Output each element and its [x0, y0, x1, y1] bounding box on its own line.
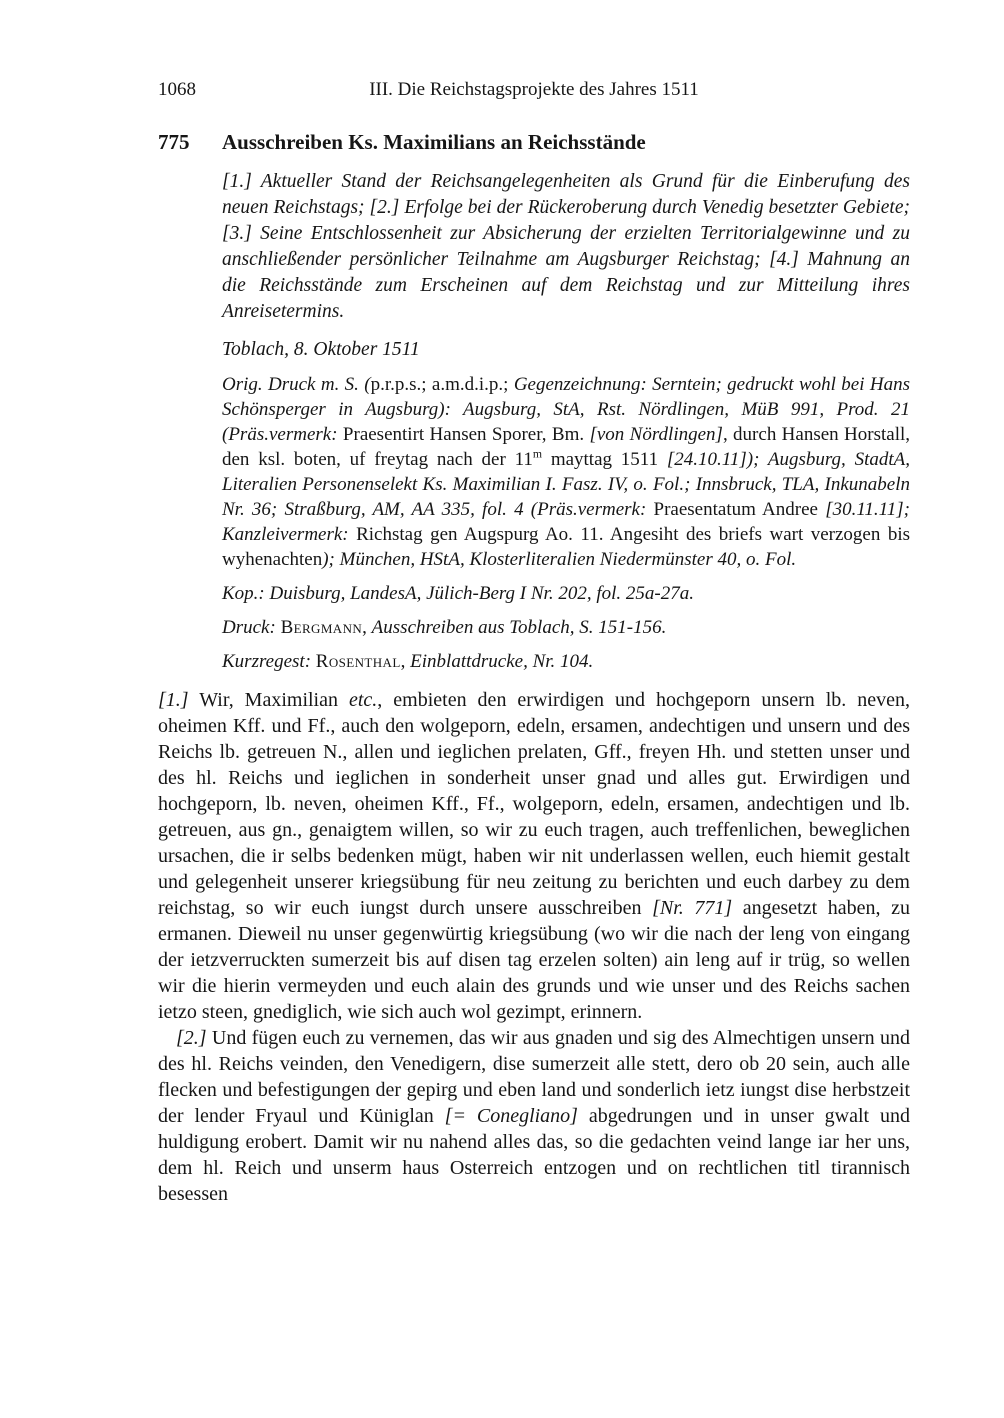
text-run: Bergmann — [280, 617, 363, 638]
text-run: p.r.p.s.; a.m.d.i.p.; — [370, 374, 514, 395]
running-header-title: III. Die Reichstagsprojekte des Jahres 1511 — [369, 79, 699, 100]
druck-note — [222, 615, 910, 640]
text-run: , — [362, 617, 372, 638]
text-run: [Nr. 771] — [652, 897, 733, 919]
text-run: ); München, HStA, Klosterliteralien Niedermünster 40, o. Fol. — [322, 549, 797, 570]
text-run: angesetzt haben, zu ermanen. Dieweil nu unser gegenwürtig kriegsübung (wo wir die nach der leng von eingang der ietzverruckten sumerzeit bis auf disen tag erzelen solten) ain leng auf ir trüg, so wellen wir die hierin vermeyden und euch alain des grunds und wie unser und des Reichs sachen ietzo steen, gnediglich, wie sich auch wol gezimpt, erinnern. — [158, 897, 910, 1023]
text-run: Rosenthal — [315, 651, 401, 672]
text-run: , — [400, 651, 411, 672]
dateline: Toblach, 8. Oktober 1511 — [222, 339, 420, 360]
kop-note — [222, 581, 910, 606]
text-run: , embieten den erwirdigen und hochgeporn unsern lb. neven, oheimen Kff. und Ff., auch den wolgeporn, edeln, ersamen, andechtigen und unsern und des Reichs lb. getreuen N., allen und ieglichen prelaten, Gff., freyen Hh. und stetten unser und des hl. Reichs und ieglichen in sonderheit unser gnad und alles gut. Erwirdigen und hochgeporn, lb. neven, oheimen Kff., Ff., wolgeporn, edeln, ersamen, andechtigen und lb. getreuen, aus gn., genaigtem willen, so wir zu euch tragen, auch treffenlichen, beweglichen ursachen, die ir selbs bedenken mügt, haben wir nit underlassen wellen, euch hiemit gestalt und gelegenheit unserer kriegsübung für neu zeitung zu berichten und euch darbey zu dem reichstag, so wir euch iungst durch unsere ausschreiben — [158, 689, 911, 919]
running-header — [158, 78, 910, 102]
text-run: m — [532, 447, 543, 461]
text-run: Wir, Maximilian — [188, 689, 349, 711]
text-run: Ausschreiben aus Toblach, S. 151-156. — [371, 617, 667, 638]
text-run: etc. — [348, 689, 378, 711]
text-run: [von Nördlingen] — [589, 424, 723, 445]
document-body — [158, 687, 910, 1207]
document-heading — [158, 129, 910, 155]
regest-summary: [1.] Aktueller Stand der Reichsangelegenheiten als Grund für die Einberufung des neuen Reichstags; [2.] Erfolge bei der Rückeroberung durch Venedig besetzter Gebiete; [3.] Seine Entschlossenheit zur Absicherung der erzielten Territorialgewinne und zu anschließender persönlicher Teilnahme am Augsburger Reichstag; [4.] Mahnung an die Reichsstände zum Erscheinen auf dem Reichstag und zur Mitteilung ihres Anreisetermins. — [222, 171, 910, 322]
text-run: Kop.: Duisburg, LandesA, Jülich-Berg I Nr. 202, fol. 25a-27a. — [222, 583, 694, 604]
page-number: 1068 — [158, 79, 196, 100]
text-run: [24.10.11]); Augsburg, StadtA, Literalien Personenselekt Ks. Maximilian I. Fasz. IV, o. Fol.; Innsbruck, TLA, Inkunabeln Nr. 36; Straßburg, AM, AA 335, fol. 4 (Präs.vermerk: — [222, 449, 911, 520]
text-run: Praesentatum Andree — [653, 499, 826, 520]
body-paragraph-2 — [158, 1025, 910, 1207]
text-run: [2.] — [176, 1027, 207, 1049]
text-run: abgedrungen und in unser gwalt und huldigung erobert. Damit wir nu nahend alles das, so die gedachten veind lange iar her uns, dem hl. Reich und unserm haus Osterreich entzogen und on rechtlichen titl tirannisch besessen — [158, 1105, 910, 1205]
apparatus-block — [222, 169, 910, 674]
provenance-note — [222, 372, 910, 572]
text-run: Orig. Druck m. S. ( — [222, 374, 371, 395]
document-number: 775 — [158, 130, 190, 154]
text-run: mayttag 1511 — [542, 449, 667, 470]
text-run: Einblattdrucke, Nr. 104. — [410, 651, 594, 672]
text-run: [30.11.11]; Kanzleivermerk: — [222, 499, 910, 545]
kurzregest-note — [222, 649, 910, 674]
text-run: Praesentirt Hansen Sporer, Bm. — [342, 424, 590, 445]
text-run: [1.] — [158, 689, 189, 711]
text-run: Druck: — [222, 617, 281, 638]
text-run: , durch Hansen Horstall, den ksl. boten, uf freytag nach der 11 — [222, 424, 911, 470]
text-run: Richstag gen Augspurg Ao. 11. Angesiht des briefs wart verzogen bis wyhenachten — [222, 524, 910, 570]
text-run: Und fügen euch zu vernemen, das wir aus gnaden und sig des Almechtigen unsern und des hl. Reichs veinden, den Venedigern, dise sumerzeit alle stett, dero ob 20 sein, auch alle flecken und befestigungen der gepirg und eben land und sonderlich ietz iungst dise herbstzeit der lender Fryaul und Küniglan — [158, 1027, 910, 1127]
text-run: Gegenzeichnung: Serntein; gedruckt wohl bei Hans Schönsperger in Augsburg): Augsburg, StA, Rst. Nördlingen, MüB 991, Prod. 21 (Präs.vermerk: — [222, 374, 910, 445]
text-run: [= Conegliano] — [444, 1105, 578, 1127]
document-title: Ausschreiben Ks. Maximilians an Reichsstände — [222, 130, 646, 154]
text-run: Kurzregest: — [222, 651, 316, 672]
body-paragraph-1 — [158, 687, 910, 1025]
